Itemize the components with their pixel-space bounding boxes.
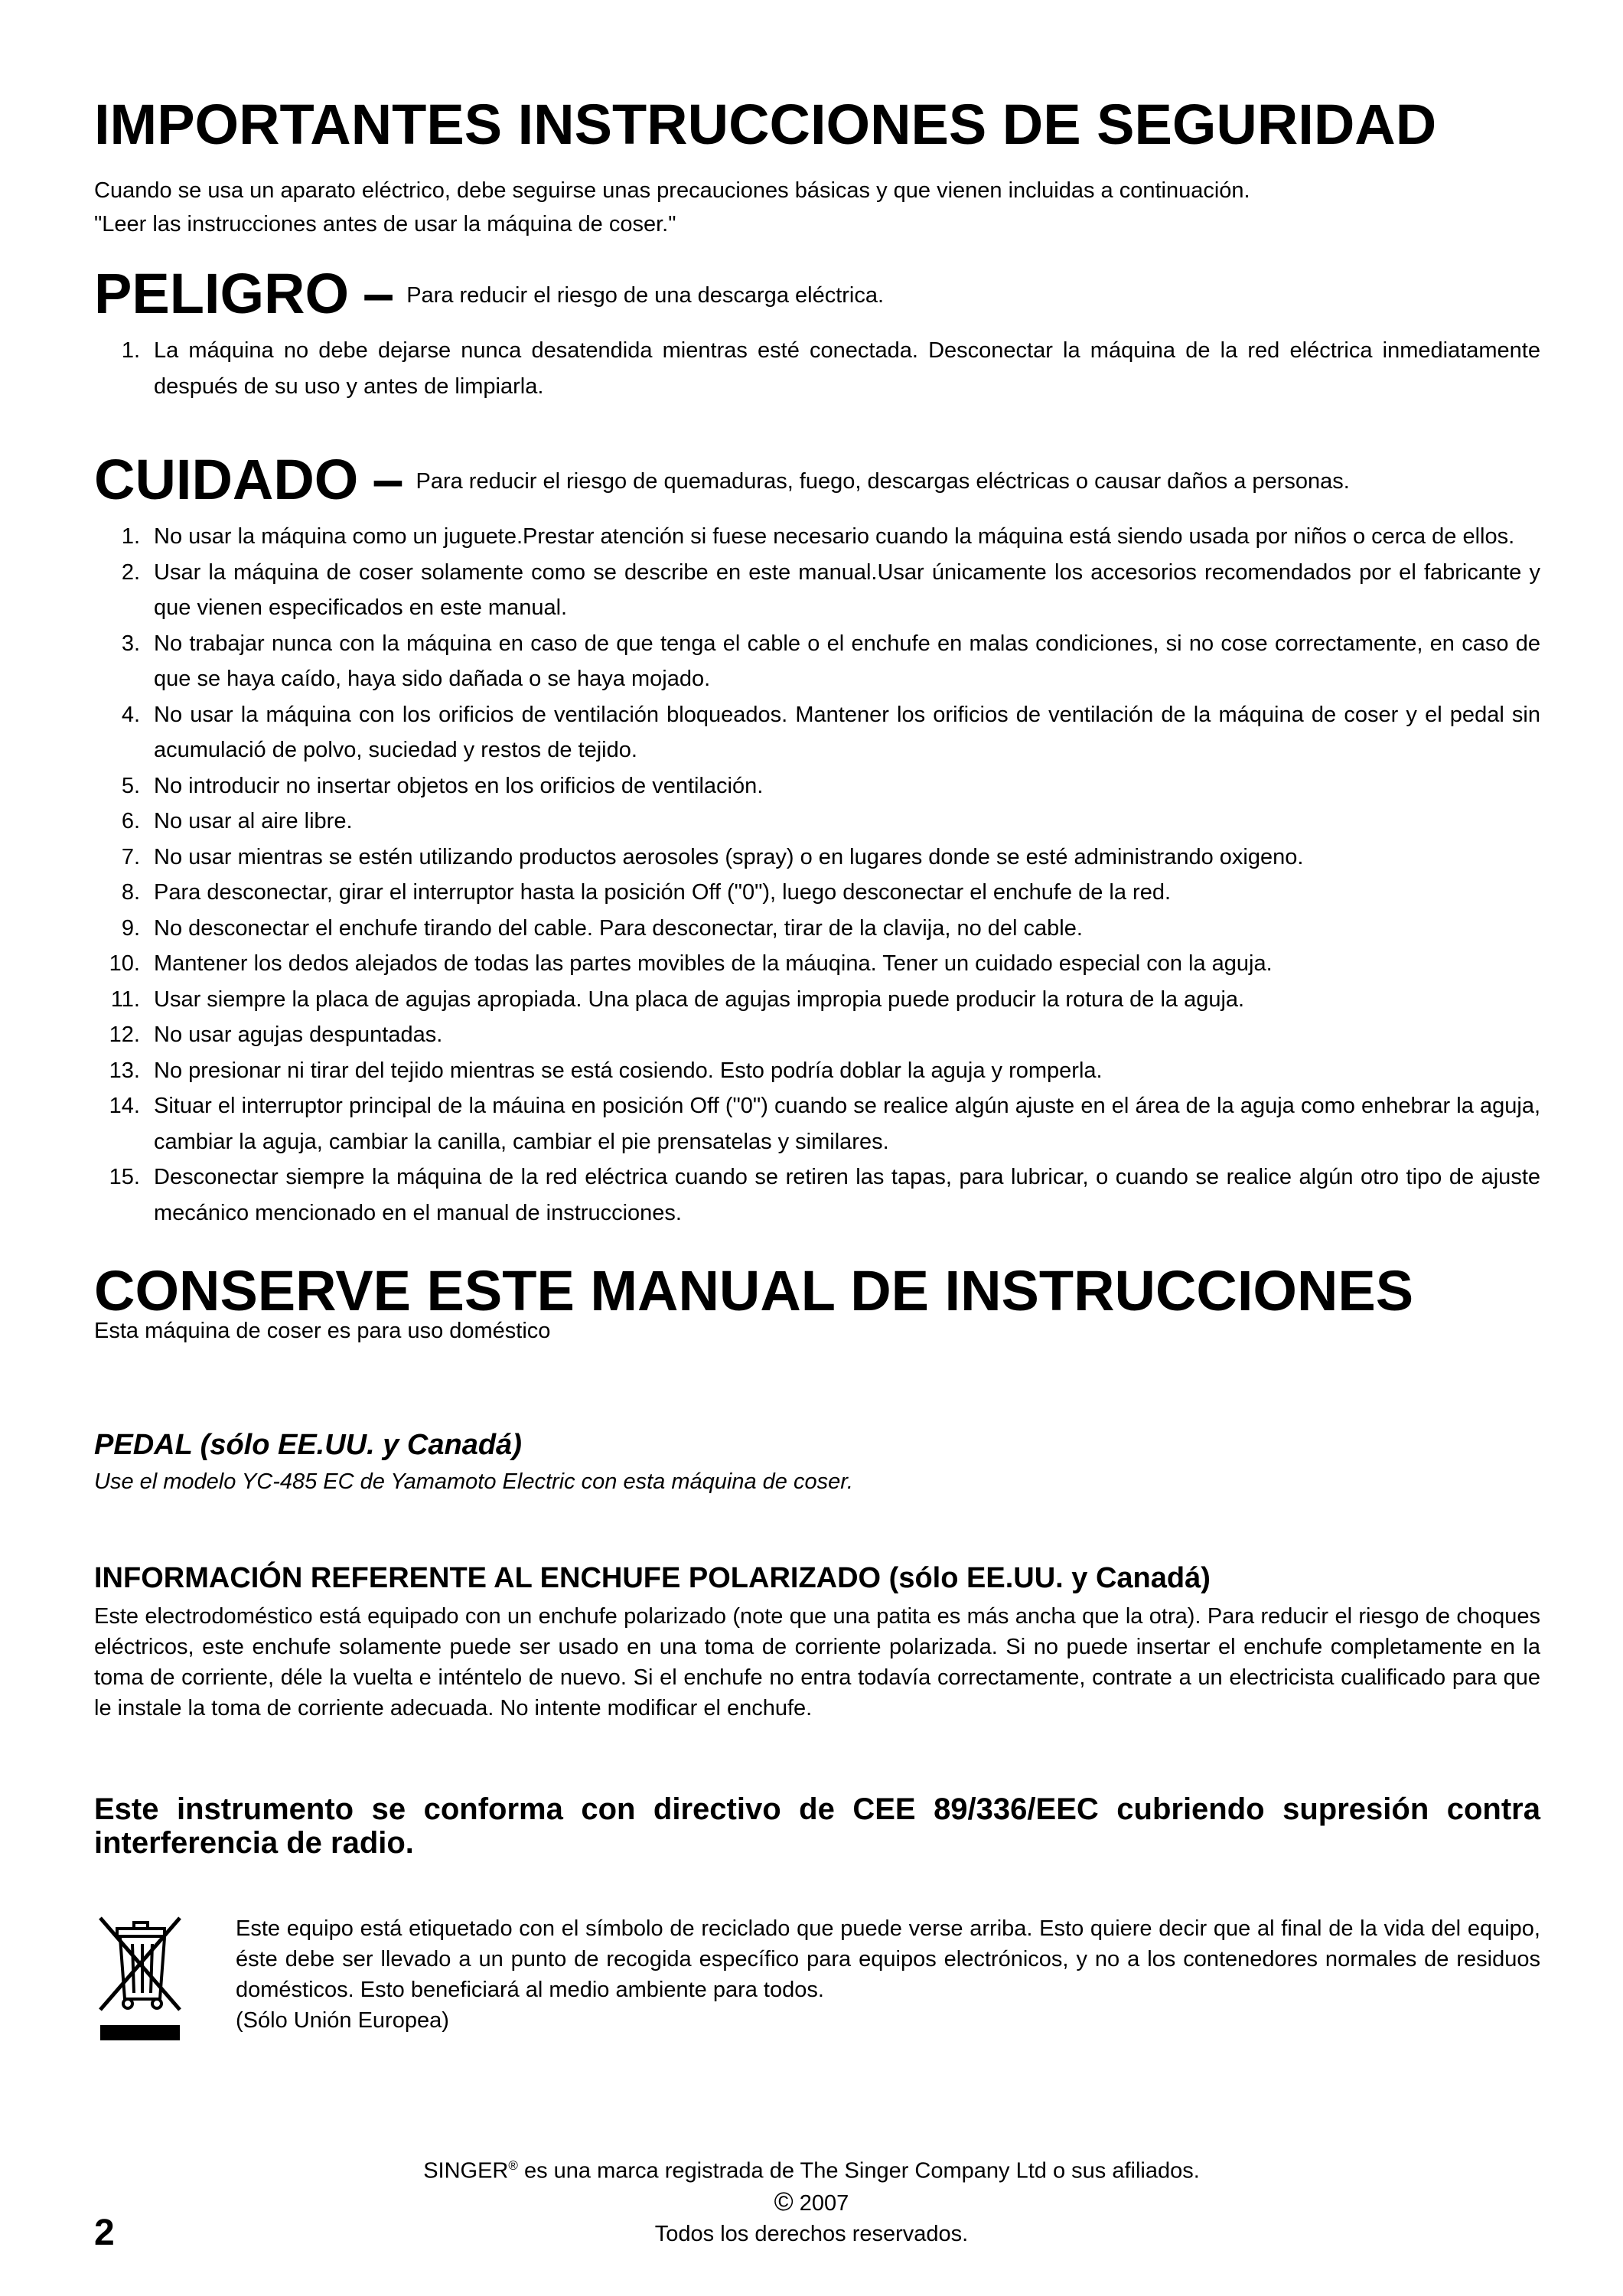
list-item-text: Usar la máquina de coser solamente como se describe en este manual.Usar únicamente los accesorios recomendados por el fabricante y que vienen especificados en este manual. [154, 559, 1540, 621]
list-item-text: No trabajar nunca con la máquina en caso de que tenga el cable o el enchufe en malas condiciones, si no cose correctamente, en caso de que se haya caído, haya sido dañada o se haya mojado. [154, 631, 1540, 692]
registered-mark: ® [508, 2158, 518, 2173]
peligro-heading [94, 262, 1540, 326]
polarized-plug-title: INFORMACIÓN REFERENTE AL ENCHUFE POLARIZADO (sólo EE.UU. y Canadá) [94, 1562, 1211, 1595]
intro-line: Cuando se usa un aparato eléctrico, debe seguirse unas precauciones básicas y que vienen incluidas a continuación. [94, 178, 1250, 204]
list-item-number: 5. [121, 773, 140, 798]
list-item-number: 7. [121, 844, 140, 869]
list-item-number: 1. [121, 524, 140, 550]
list-item [94, 1088, 1540, 1159]
intro-line: "Leer las instrucciones antes de usar la máquina de coser." [94, 212, 676, 237]
page-title: IMPORTANTES INSTRUCCIONES DE SEGURIDAD [94, 93, 1437, 156]
cee-compliance-statement: Este instrumento se conforma con directivo de CEE 89/336/EEC cubriendo supresión contra interferencia de radio. [94, 1792, 1540, 1861]
list-item-text: No introducir no insertar objetos en los orificios de ventilación. [154, 773, 764, 798]
page-number: 2 [94, 2213, 115, 2253]
recycling-text: Este equipo está etiquetado con el símbolo de reciclado que puede verse arriba. Esto quiere decir que al final de la vida del equipo, éste debe ser llevado a un punto de recogida específico para equipos electrónicos, y no a los contenedores normales de residuos domésticos. Esto beneficiará al medio ambiente para todos. [236, 1916, 1540, 2003]
list-item-text: No usar mientras se estén utilizando productos aerosoles (spray) o en lugares donde se esté administrando oxigeno. [154, 844, 1304, 869]
crossed-out-wheelie-bin-icon [94, 1913, 236, 2055]
list-item [94, 946, 1540, 982]
list-item-text: Para desconectar, girar el interruptor hasta la posición Off ("0"), luego desconectar el enchufe de la red. [154, 880, 1172, 905]
polarized-plug-text: Este electrodoméstico está equipado con un enchufe polarizado (note que una patita es más ancha que la otra). Para reducir el riesgo de choques eléctricos, este enchufe solamente puede ser usado en una toma de corriente polarizada. Si no puede insertar el enchufe completamente en la toma de corriente, déle la vuelta e inténtelo de nuevo. Si el enchufe no entra todavía correctamente, contrate a un electricista cualificado para que le instale la toma de corriente adecuada. No intente modificar el enchufe. [94, 1604, 1540, 1721]
recycling-text-block [236, 1913, 1540, 2055]
list-item-number: 12. [109, 1022, 140, 1048]
list-item [94, 982, 1540, 1018]
list-item [94, 1017, 1540, 1053]
list-item-number: 3. [121, 631, 140, 656]
manual-page [94, 92, 1540, 2055]
pedal-title: PEDAL (sólo EE.UU. y Canadá) [94, 1429, 522, 1462]
list-item-text: No usar la máquina con los orificios de ventilación bloqueados. Mantener los orificios de ventilación de la máquina de coser y el pedal sin acumulació de polvo, suciedad y restos de tejido. [154, 702, 1540, 763]
list-item [94, 626, 1540, 697]
intro [94, 174, 1540, 241]
rights-line: Todos los derechos reservados. [654, 2221, 969, 2246]
cuidado-heading [94, 448, 1540, 512]
list-item-text: No desconectar el enchufe tirando del cable. Para desconectar, tirar de la clavija, no del cable. [154, 915, 1083, 941]
conserve-subtitle: Esta máquina de coser es para uso doméstico [94, 1319, 551, 1344]
list-item [94, 768, 1540, 804]
list-item [94, 555, 1540, 626]
peligro-dash: – [363, 262, 395, 326]
list-item [94, 1053, 1540, 1089]
list-item [94, 1159, 1540, 1231]
list-item-text: No presionar ni tirar del tejido mientras se está cosiendo. Esto podría doblar la aguja y romperla. [154, 1058, 1103, 1083]
list-item-number: 4. [121, 702, 140, 727]
pedal-text: Use el modelo YC-485 EC de Yamamoto Electric con esta máquina de coser. [94, 1469, 853, 1495]
list-item-number: 14. [109, 1094, 140, 1119]
peligro-list [94, 333, 1540, 404]
list-item [94, 875, 1540, 911]
peligro-word: PELIGRO [94, 262, 350, 326]
list-item-text: No usar agujas despuntadas. [154, 1022, 443, 1048]
cuidado-word: CUIDADO [94, 448, 359, 512]
brand: SINGER [423, 2158, 509, 2183]
list-item-text: No usar la máquina como un juguete.Prestar atención si fuese necesario cuando la máquina está siendo usada por niños o cerca de ellos. [154, 524, 1515, 550]
trademark-line [0, 2151, 1623, 2187]
footer [0, 2151, 1623, 2249]
list-item-number: 9. [121, 915, 140, 941]
list-item-text: La máquina no debe dejarse nunca desatendida mientras esté conectada. Desconectar la máquina de la red eléctrica inmediatamente después de su uso y antes de limpiarla. [154, 338, 1540, 399]
peligro-subtitle: Para reducir el riesgo de una descarga eléctrica. [406, 283, 885, 308]
list-item-number: 13. [109, 1058, 140, 1083]
copyright-year: 2007 [799, 2190, 849, 2216]
list-item [94, 911, 1540, 947]
recycling-section [94, 1913, 1540, 2055]
list-item [94, 697, 1540, 768]
list-item-text: Situar el interruptor principal de la máuina en posición Off ("0") cuando se realice algún ajuste en el área de la aguja como enhebrar la aguja, cambiar la aguja, cambiar la canilla, cambiar el pie prensatelas y similares. [154, 1094, 1540, 1154]
conserve-title: CONSERVE ESTE MANUAL DE INSTRUCCIONES [94, 1259, 1414, 1323]
list-item-number: 2. [121, 559, 140, 585]
list-item-number: 15. [109, 1165, 140, 1190]
recycling-note: (Sólo Unión Europea) [236, 2008, 449, 2033]
cuidado-subtitle: Para reducir el riesgo de quemaduras, fuego, descargas eléctricas o causar daños a personas. [416, 469, 1350, 494]
list-item-number: 8. [121, 880, 140, 905]
list-item-text: Mantener los dedos alejados de todas las partes movibles de la máuqina. Tener un cuidado especial con la aguja. [154, 951, 1273, 977]
trademark-text: es una marca registrada de The Singer Company Ltd o sus afiliados. [517, 2158, 1200, 2183]
copyright-line [0, 2187, 1623, 2219]
list-item-number: 11. [110, 987, 140, 1012]
list-item [94, 333, 1540, 404]
list-item [94, 519, 1540, 555]
list-item-number: 1. [121, 338, 140, 364]
list-item-number: 6. [121, 809, 140, 834]
list-item-text: Desconectar siempre la máquina de la red eléctrica cuando se retiren las tapas, para lubricar, o cuando se realice algún otro tipo de ajuste mecánico mencionado en el manual de instrucciones. [154, 1165, 1540, 1225]
list-item [94, 804, 1540, 840]
list-item-text: Usar siempre la placa de agujas apropiada. Una placa de agujas impropia puede producir la rotura de la aguja. [154, 987, 1245, 1012]
cuidado-dash: – [372, 448, 404, 512]
copyright-icon: © [774, 2187, 794, 2216]
cuidado-list [94, 519, 1540, 1231]
list-item [94, 840, 1540, 876]
list-item-number: 10. [109, 951, 140, 977]
list-item-text: No usar al aire libre. [154, 809, 353, 834]
